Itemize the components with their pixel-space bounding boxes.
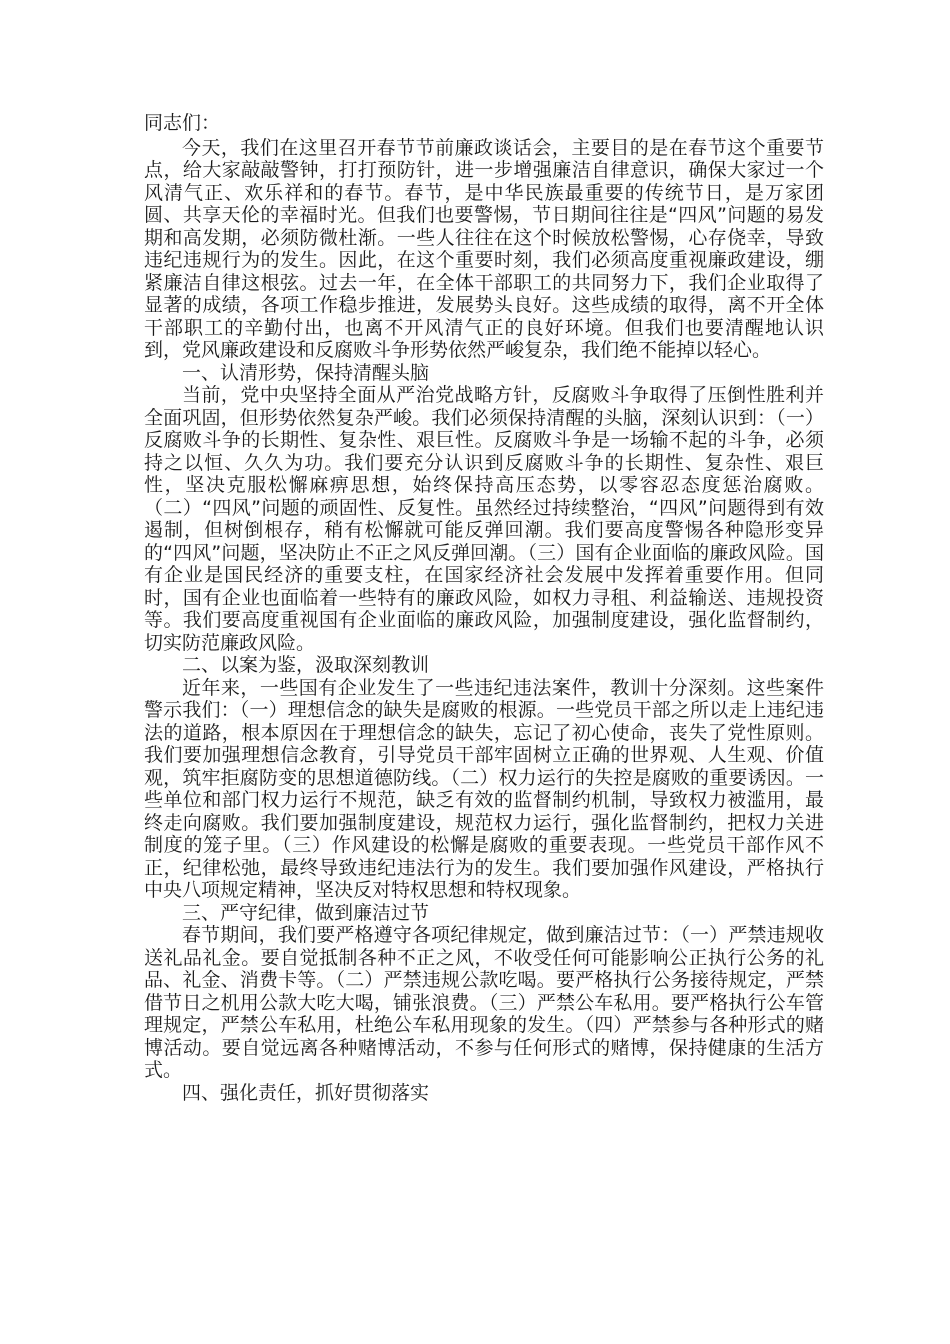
document-page <box>144 112 824 1104</box>
section-heading-1: 一、认清形势，保持清醒头脑 <box>182 361 430 384</box>
section-body-3: 春节期间，我们要严格遵守各项纪律规定，做到廉洁过节：（一）严禁违规收送礼品礼金。要自觉抵制各种不正之风，不收受任何可能影响公正执行公务的礼品、礼金、消费卡等。（二）严禁违规公款吃喝。要严格执行公务接待规定，严禁借节日之机用公款大吃大喝，铺张浪费。（三）严禁公车私用。要严格执行公车管理规定，严禁公车私用，杜绝公车私用现象的发生。（四）严禁参与各种形式的赌博活动。要自觉远离各种赌博活动，不参与任何形式的赌博，保持健康的生活方式。 <box>144 924 824 1081</box>
intro-paragraph: 今天，我们在这里召开春节节前廉政谈话会，主要目的是在春节这个重要节点，给大家敲敲警钟，打打预防针，进一步增强廉洁自律意识，确保大家过一个风清气正、欢乐祥和的春节。春节，是中华民族最重要的传统节日，是万家团圆、共享天伦的幸福时光。但我们也要警惕，节日期间往往是“四风”问题的易发期和高发期，必须防微杜渐。一些人往往在这个时候放松警惕，心存侥幸，导致违纪违规行为的发生。因此，在这个重要时刻，我们必须高度重视廉政建设，绷紧廉洁自律这根弦。过去一年，在全体干部职工的共同努力下，我们企业取得了显著的成绩，各项工作稳步推进，发展势头良好。这些成绩的取得，离不开全体干部职工的辛勤付出，也离不开风清气正的良好环境。但我们也要清醒地认识到，党风廉政建设和反腐败斗争形势依然严峻复杂，我们绝不能掉以轻心。 <box>144 136 824 361</box>
salutation: 同志们： <box>144 112 221 134</box>
section-body-1: 当前，党中央坚持全面从严治党战略方针，反腐败斗争取得了压倒性胜利并全面巩固，但形势依然复杂严峻。我们必须保持清醒的头脑，深刻认识到：（一）反腐败斗争的长期性、复杂性、艰巨性。反腐败斗争是一场输不起的斗争，必须持之以恒、久久为功。我们要充分认识到反腐败斗争的长期性、复杂性、艰巨性，坚决克服松懈麻痹思想，始终保持高压态势，以零容忍态度惩治腐败。（二）“四风”问题的顽固性、反复性。虽然经过持续整治，“四风”问题得到有效遏制，但树倒根存，稍有松懈就可能反弹回潮。我们要高度警惕各种隐形变异的“四风”问题，坚决防止不正之风反弹回潮。（三）国有企业面临的廉政风险。国有企业是国民经济的重要支柱，在国家经济社会发展中发挥着重要作用。但同时，国有企业也面临着一些特有的廉政风险，如权力寻租、利益输送、违规投资等。我们要高度重视国有企业面临的廉政风险，加强制度建设，强化监督制约，切实防范廉政风险。 <box>144 384 824 654</box>
section-heading-3: 三、严守纪律，做到廉洁过节 <box>182 901 430 924</box>
section-heading-2: 二、以案为鉴，汲取深刻教训 <box>182 654 430 676</box>
section-heading-4: 四、强化责任，抓好贯彻落实 <box>182 1081 430 1104</box>
section-body-2: 近年来，一些国有企业发生了一些违纪违法案件，教训十分深刻。这些案件警示我们：（一）理想信念的缺失是腐败的根源。一些党员干部之所以走上违纪违法的道路，根本原因在于理想信念的缺失，忘记了初心使命，丧失了党性原则。我们要加强理想信念教育，引导党员干部牢固树立正确的世界观、人生观、价值观，筑牢拒腐防变的思想道德防线。（二）权力运行的失控是腐败的重要诱因。一些单位和部门权力运行不规范，缺乏有效的监督制约机制，导致权力被滥用，最终走向腐败。我们要加强制度建设，规范权力运行，强化监督制约，把权力关进制度的笼子里。（三）作风建设的松懈是腐败的重要表现。一些党员干部作风不正，纪律松弛，最终导致违纪违法行为的发生。我们要加强作风建设，严格执行中央八项规定精神，坚决反对特权思想和特权现象。 <box>144 676 824 901</box>
